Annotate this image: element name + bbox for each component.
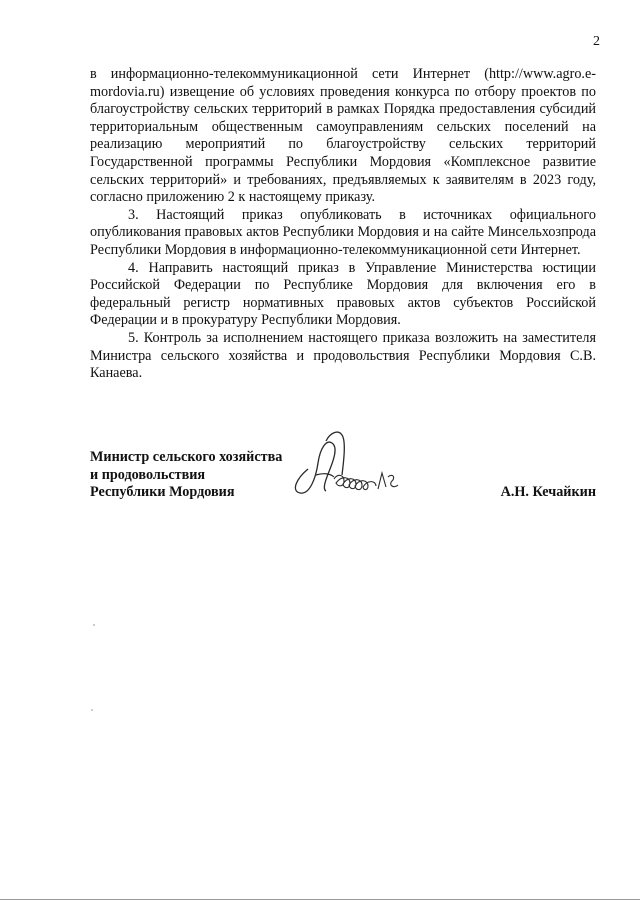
paragraph-continuation: в информационно-телекоммуникационной сети Интернет (http://www.agro.e-mordovia.ru) извещение об условиях проведения конкурса по отбору проектов по благоустройству сельских территорий в рамках Порядка предоставления субсидий территориальным общественным самоуправлениям сельских поселений на реализацию мероприятий по благоустройству сельских территорий Государственной программы Республики Мордовия «Комплексное развитие сельских территорий» и требованиях, предъявляемых к заявителям в 2023 году, согласно приложению 2 к настоящему приказу. (90, 66, 596, 206)
page-number: 2 (593, 34, 600, 49)
document-body (90, 66, 596, 383)
scan-edge-line (0, 899, 640, 900)
signatory-title-line: Республики Мордовия (90, 484, 235, 501)
paragraph-4: 4. Направить настоящий приказ в Управление Министерства юстиции Российской Федерации по Республике Мордовия для включения его в федеральный регистр нормативных правовых актов субъектов Российской Федерации и в прокуратуру Республики Мордовия. (90, 259, 596, 329)
paragraph-5: 5. Контроль за исполнением настоящего приказа возложить на заместителя Министра сельского хозяйства и продовольствия Республики Мордовия С.В. Канаева. (90, 329, 596, 382)
signatory-name: А.Н. Кечайкин (500, 484, 596, 500)
paragraph-3: 3. Настоящий приказ опубликовать в источниках официального опубликования правовых актов Республики Мордовия и на сайте Минсельхозпрода Республики Мордовия в информационно-телекоммуникационной сети Интернет. (90, 206, 596, 258)
signatory-title-line: и продовольствия (90, 466, 206, 483)
scan-speck (93, 624, 95, 626)
signature-block (90, 449, 596, 509)
scan-speck (91, 709, 93, 711)
signatory-title-line: Министр сельского хозяйства (90, 449, 283, 465)
handwritten-signature (286, 429, 436, 499)
